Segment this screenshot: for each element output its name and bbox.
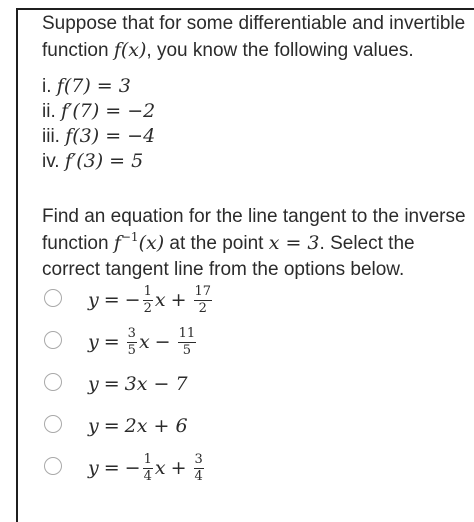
option-5[interactable] <box>40 451 370 493</box>
const-numerator: 3 <box>194 451 203 467</box>
question-line-2-mid: at the point <box>164 233 269 254</box>
const-denominator: 4 <box>194 468 203 484</box>
eq-lhs: y <box>88 289 99 311</box>
eq-coef-sign: − <box>124 457 141 479</box>
question-line-1: Find an equation for the line tangent to the inverse <box>42 206 466 227</box>
value-label: i. <box>42 76 57 97</box>
eq-sign: = <box>103 289 120 311</box>
option-1[interactable] <box>40 283 370 325</box>
radio-button[interactable] <box>44 289 62 307</box>
eq-sign: = <box>103 457 120 479</box>
option-equation <box>88 325 198 359</box>
coef-numerator: 3 <box>127 325 136 341</box>
problem-line-2-suffix: , you know the following values. <box>146 40 414 61</box>
value-item-3 <box>42 124 155 149</box>
radio-button[interactable] <box>44 457 62 475</box>
coef-fraction <box>143 285 153 316</box>
inverse-function-name: f <box>113 232 121 254</box>
eq-lhs: y <box>88 457 99 479</box>
radio-button[interactable] <box>44 331 62 349</box>
eq-sign: = <box>103 415 120 437</box>
coef-denominator: 5 <box>127 342 136 358</box>
const-numerator: 11 <box>178 325 196 341</box>
coef-fraction <box>127 327 137 358</box>
coef-fraction <box>143 453 153 484</box>
const-numerator: 17 <box>194 283 212 299</box>
eq-rhs: 3x − 7 <box>124 373 188 395</box>
eq-rhs: 2x + 6 <box>124 415 188 437</box>
answer-options <box>40 283 370 493</box>
value-expression: f(3) = −4 <box>65 125 156 147</box>
option-equation <box>88 367 188 401</box>
question-prompt <box>42 205 466 282</box>
option-4[interactable] <box>40 409 370 451</box>
eq-lhs: y <box>88 373 99 395</box>
problem-line-1: Suppose that for some differentiable and invertible <box>42 13 466 34</box>
question-line-2 <box>42 231 466 256</box>
value-item-2 <box>42 99 155 124</box>
eq-sign: = <box>103 331 120 353</box>
problem-line-2 <box>42 38 465 63</box>
value-expression: f(7) = 3 <box>56 75 131 97</box>
eq-coef-sign: − <box>124 289 141 311</box>
eq-operator: + <box>170 457 187 479</box>
const-fraction <box>178 327 197 358</box>
value-item-4 <box>42 149 155 174</box>
eq-lhs: y <box>88 415 99 437</box>
value-expression: f′(7) = −2 <box>61 100 156 122</box>
question-line-3: correct tangent line from the options below. <box>42 259 405 280</box>
const-fraction <box>194 453 204 484</box>
value-label: ii. <box>42 101 61 122</box>
inverse-function-arg: (x) <box>138 232 165 254</box>
eq-variable: x <box>138 331 150 353</box>
eq-variable: x <box>154 457 166 479</box>
value-label: iv. <box>42 151 65 172</box>
option-2[interactable] <box>40 325 370 367</box>
problem-statement <box>42 12 465 63</box>
option-equation <box>88 283 214 317</box>
given-values-list <box>42 74 155 174</box>
coef-denominator: 2 <box>143 300 152 316</box>
point-expression: x = 3 <box>268 232 320 254</box>
radio-button[interactable] <box>44 373 62 391</box>
const-denominator: 2 <box>198 300 207 316</box>
option-3[interactable] <box>40 367 370 409</box>
coef-numerator: 1 <box>143 283 152 299</box>
question-line-2-prefix: function <box>42 233 114 254</box>
value-label: iii. <box>42 126 66 147</box>
const-fraction <box>194 285 213 316</box>
eq-sign: = <box>103 373 120 395</box>
option-equation <box>88 451 206 485</box>
problem-line-2-prefix: function <box>42 40 114 61</box>
value-expression: f′(3) = 5 <box>64 150 144 172</box>
inverse-exponent: −1 <box>120 230 139 244</box>
coef-numerator: 1 <box>143 451 152 467</box>
option-equation <box>88 409 188 443</box>
eq-lhs: y <box>88 331 99 353</box>
coef-denominator: 4 <box>143 468 152 484</box>
const-denominator: 5 <box>182 342 191 358</box>
eq-operator: + <box>170 289 187 311</box>
function-notation: f(x) <box>113 39 147 61</box>
radio-button[interactable] <box>44 415 62 433</box>
eq-operator: − <box>154 331 171 353</box>
eq-variable: x <box>154 289 166 311</box>
question-line-2-suffix: . Select the <box>319 233 415 254</box>
value-item-1 <box>42 74 155 99</box>
